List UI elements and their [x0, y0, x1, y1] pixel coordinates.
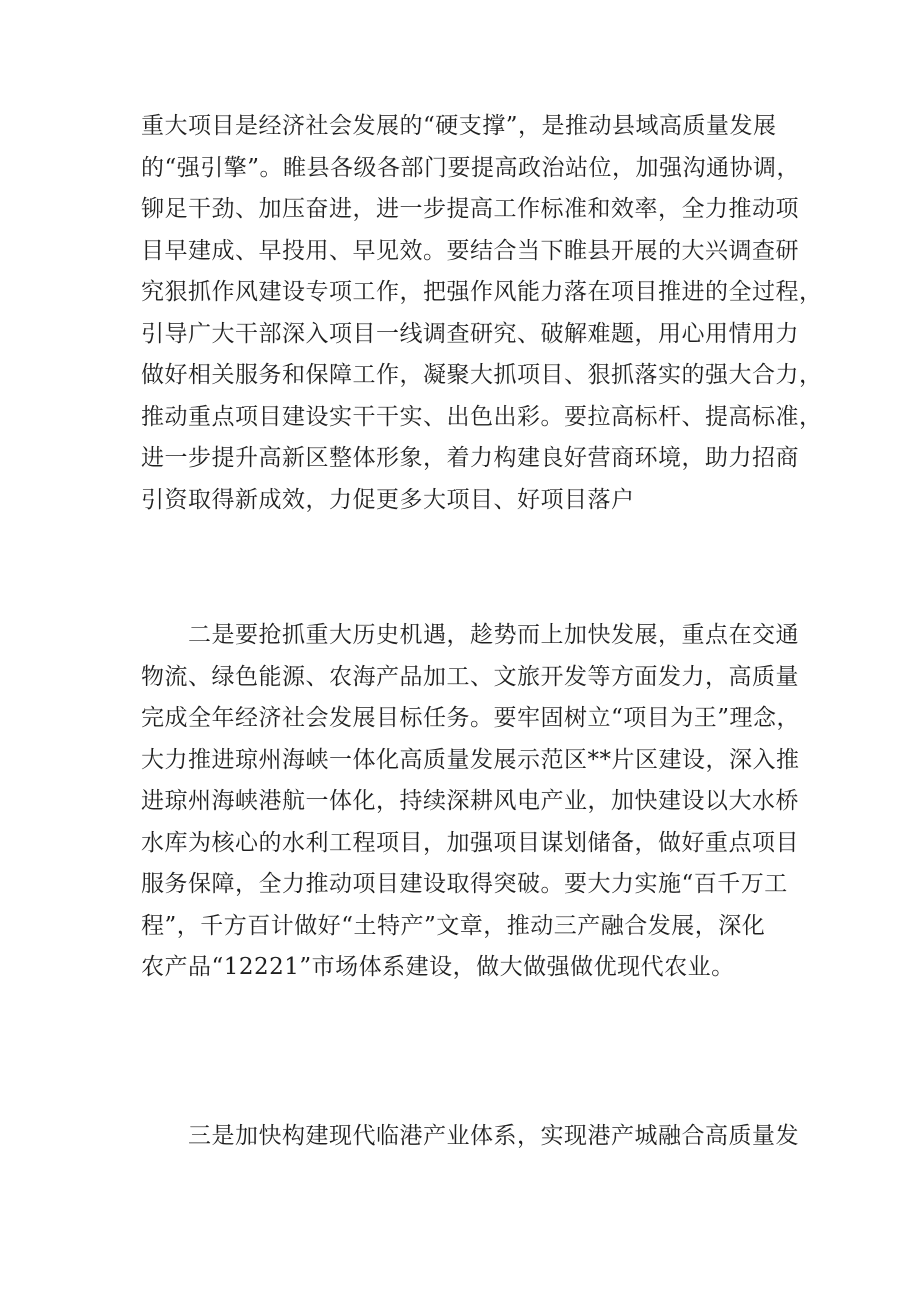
- text-line: 铆足干劲、加压奋进，进一步提高工作标准和效率，全力推动项: [141, 196, 799, 222]
- text-line: 推动重点项目建设实干干实、出色出彩。要拉高标杆、提高标准，: [141, 403, 823, 430]
- text-line: 目早建成、早投用、早见效。要结合当下睢县开展的大兴调查研: [141, 237, 799, 264]
- text-line: 进琼州海峡港航一体化，持续深耕风电产业，加快建设以大水桥: [141, 788, 799, 814]
- text-line: 完成全年经济社会发展目标任务。要牢固树立“项目为王”理念，: [141, 705, 801, 731]
- text-line: 物流、绿色能源、农海产品加工、文旅开发等方面发力，高质量: [141, 663, 799, 690]
- text-line: 进一步提升高新区整体形象，着力构建良好营商环境，助力招商: [141, 445, 799, 471]
- paragraph-point-two: [141, 615, 801, 989]
- text-line: 引导广大干部深入项目一线调查研究、破解难题，用心用情用力: [141, 320, 799, 347]
- paragraph-major-projects: [141, 106, 823, 521]
- text-line: 大力推进琼州海峡一体化高质量发展示范区**片区建设，深入推: [141, 746, 800, 773]
- text-line-first: 三是加快构建现代临港产业体系，实现港产城融合高质量发: [188, 1123, 799, 1149]
- text-line: 引资取得新成效，力促更多大项目、好项目落户: [141, 486, 635, 513]
- text-line: 水库为核心的水利工程项目，加强项目谋划储备，做好重点项目: [141, 829, 799, 856]
- text-line: 农产品“12221”市场体系建设，做大做强做优现代农业。: [141, 954, 735, 980]
- text-line-first: 二是要抢抓重大历史机遇，趁势而上加快发展，重点在交通: [188, 622, 799, 648]
- text-line: 做好相关服务和保障工作，凝聚大抓项目、狠抓落实的强大合力，: [141, 362, 823, 388]
- paragraph-point-three: [141, 1116, 801, 1158]
- text-line: 程”，千方百计做好“土特产”文章，推动三产融合发展，深化: [141, 912, 766, 939]
- text-line: 的“强引擎”。睢县各级各部门要提高政治站位，加强沟通协调，: [141, 154, 801, 181]
- text-line: 重大项目是经济社会发展的“硬支撑”，是推动县域高质量发展: [141, 113, 777, 139]
- text-line: 究狠抓作风建设专项工作，把强作风能力落在项目推进的全过程，: [141, 279, 823, 305]
- text-line: 服务保障，全力推动项目建设取得突破。要大力实施“百千万工: [141, 871, 788, 897]
